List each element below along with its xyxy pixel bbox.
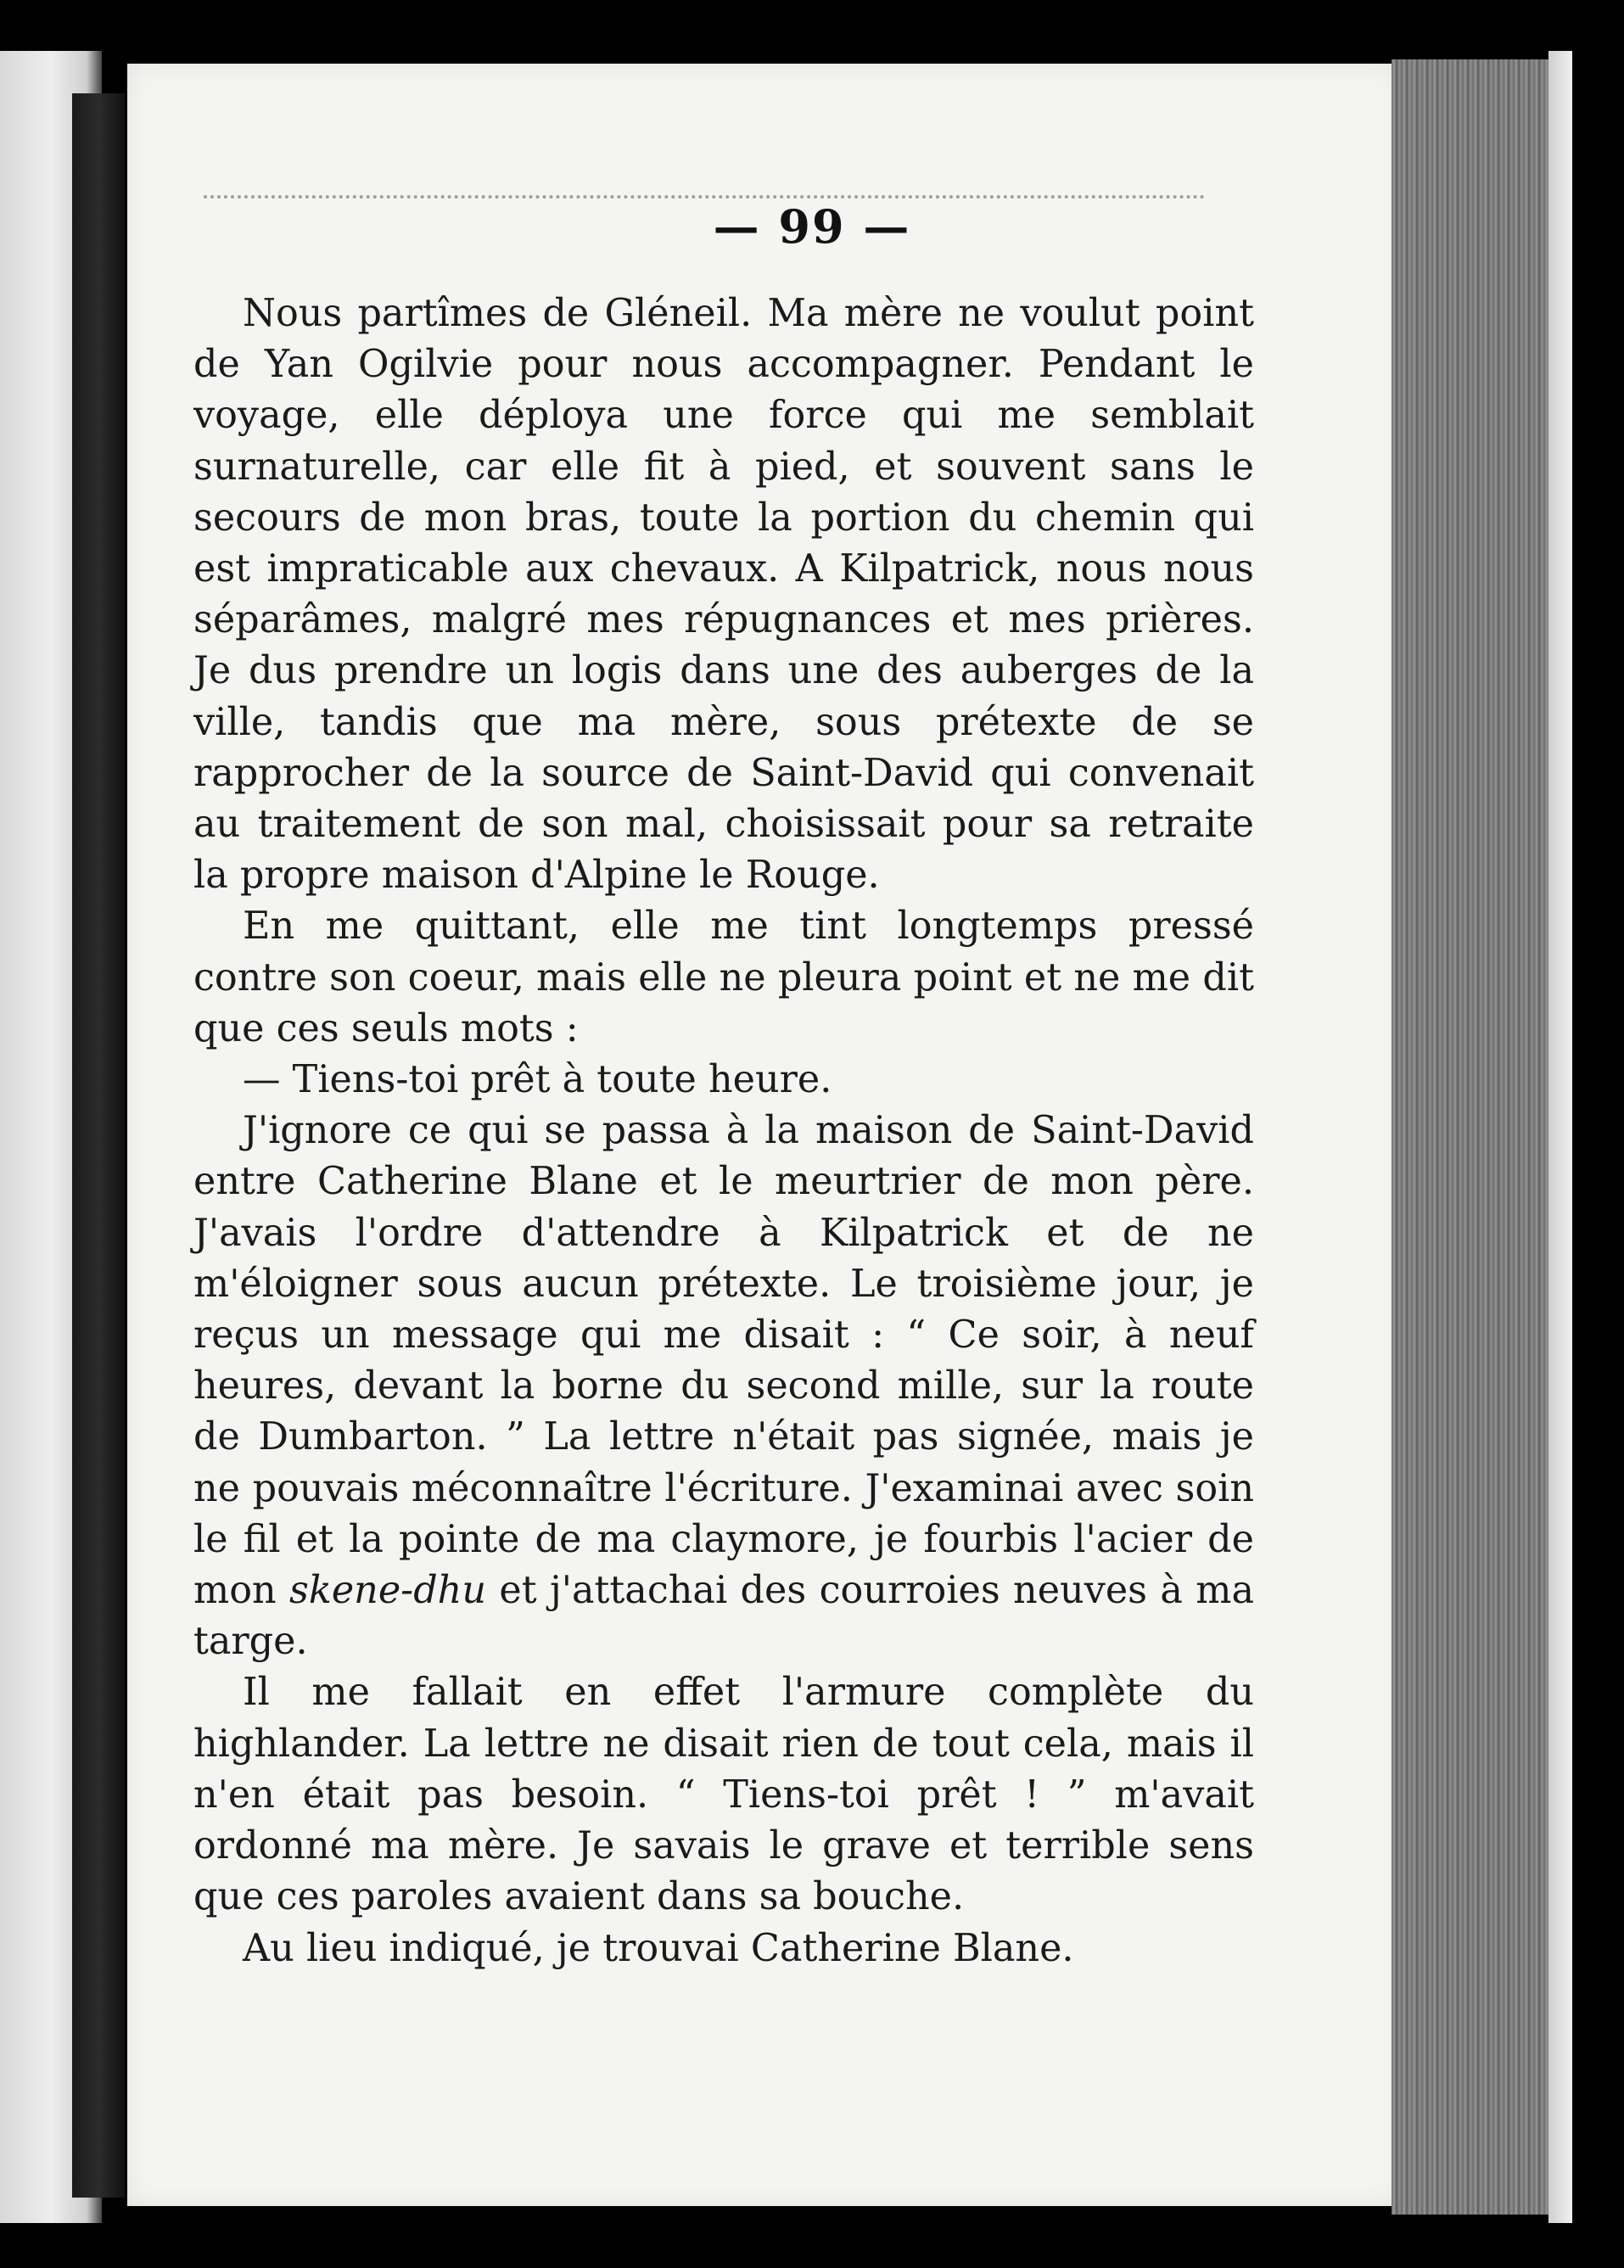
- book-gutter: [72, 93, 125, 2198]
- dialogue-line: [193, 1055, 1254, 1106]
- paragraph-segment: — Tiens-toi prêt à toute heure.: [243, 1058, 832, 1102]
- paragraph-segment: Il me fallait en effet l'armure complète du highlander. La lettre ne disait rien de tout cela, mais il n'en était pas besoin. “ Tiens-toi prêt ! ” m'avait ordonné ma mère. Je savais le grave et terrible sens que ces paroles avaient dans sa bouche.: [193, 1671, 1254, 1919]
- paragraph: [193, 901, 1254, 1055]
- paragraph-segment: Nous partîmes de Gléneil. Ma mère ne voulut point de Yan Ogilvie pour nous accompagner. Pendant le voyage, elle déploya une force qui me semblait surnaturelle, car elle fit à pied, et souvent sans le secours de mon bras, toute la portion du chemin qui est impraticable aux chevaux. A Kilpatrick, nous nous séparâmes, malgré mes répugnances et mes prières. Je dus prendre un logis dans une des auberges de la ville, tandis que ma mère, sous prétexte de se rapprocher de la source de Saint-David qui convenait au traitement de son mal, choisissait pour sa retraite la propre maison d'Alpine le Rouge.: [193, 292, 1254, 898]
- paragraph: [193, 1667, 1254, 1923]
- paragraph-segment: et j'attachai des courroies neuves à ma targe.: [193, 1569, 1255, 1664]
- paragraph-segment: Au lieu indiqué, je trouvai Catherine Blane.: [243, 1926, 1074, 1970]
- italic-term: skene-dhu: [289, 1569, 487, 1613]
- paragraph: [193, 288, 1254, 901]
- paragraph-segment: En me quittant, elle me tint longtemps pressé contre son coeur, mais elle ne pleura point et ne me dit que ces seuls mots :: [193, 904, 1254, 1050]
- body-text: [193, 288, 1254, 1974]
- paragraph: [193, 1106, 1254, 1667]
- page-edge-stack: [1392, 59, 1570, 2215]
- page-number: — 99 —: [713, 199, 911, 254]
- paragraph: [193, 1924, 1254, 1974]
- page-edge-highlight: [1548, 51, 1572, 2223]
- paragraph-segment: J'ignore ce qui se passa à la maison de Saint-David entre Catherine Blane et le meurtrier de mon père. J'avais l'ordre d'attendre à Kilpatrick et de ne m'éloigner sous aucun prétexte. Le troisième jour, je reçus un message qui me disait : “ Ce soir, à neuf heures, devant la borne du second mille, sur la route de Dumbarton. ” La lettre n'était pas signée, mais je ne pouvais méconnaître l'écriture. J'examinai avec soin le fil et la pointe de ma claymore, je fourbis l'acier de mon: [193, 1109, 1254, 1613]
